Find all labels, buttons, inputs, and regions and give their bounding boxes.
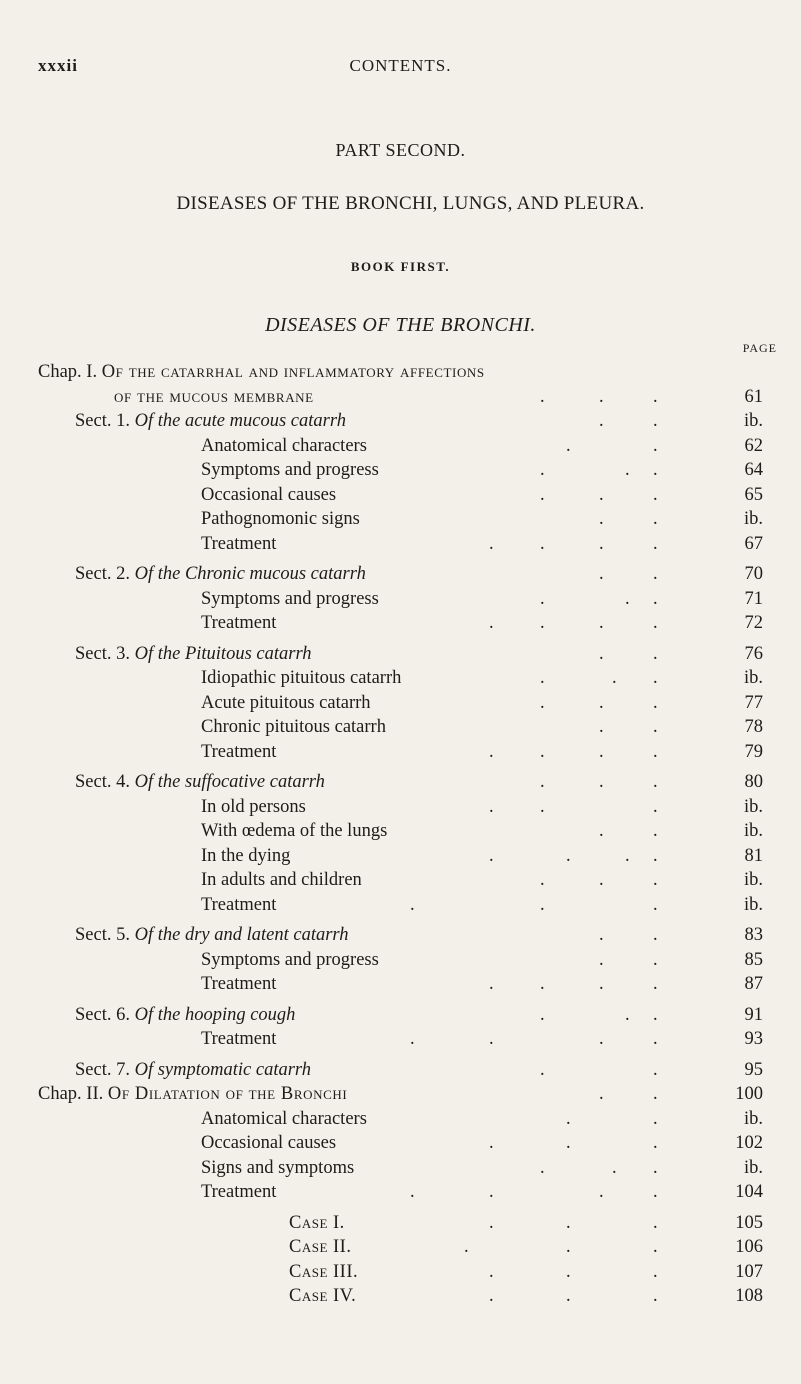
toc-row-sect5: Sect. 5. Of the dry and latent catarrh . . 83 [0, 923, 801, 948]
toc-row: Signs and symptoms . . . ib. [0, 1156, 801, 1181]
sect-title: Of the dry and latent catarrh [134, 925, 349, 945]
toc-row: Anatomical characters . . ib. [0, 1107, 801, 1132]
toc-row-case: Case III. . . . 107 [0, 1260, 801, 1285]
sect-number: Sect. 4. [75, 772, 130, 792]
case-entry: Case I. [289, 1212, 345, 1233]
toc-row-chap1-title [0, 360, 801, 385]
toc-row: Treatment . . . . 79 [0, 740, 801, 765]
toc-page: 62 [744, 435, 763, 456]
toc-row: Treatment . . . . 104 [0, 1180, 801, 1205]
case-entry: Case II. [289, 1237, 352, 1257]
toc-entry: Chronic pituitous catarrh [201, 717, 386, 737]
toc-page: 78 [744, 717, 763, 737]
toc-page: 61 [744, 386, 763, 407]
sect-title: Of the suffocative catarrh [134, 772, 325, 792]
toc-page: ib. [743, 796, 763, 817]
book-title: BOOK FIRST. [350, 259, 451, 274]
sect-title: Of symptomatic catarrh [134, 1059, 312, 1080]
toc-entry: Idiopathic pituitous catarrh [201, 668, 402, 688]
toc-row: Occasional causes . . . 65 [0, 483, 801, 508]
case-entry: Case III. [289, 1261, 359, 1282]
toc-page: 65 [744, 484, 763, 505]
toc-page: 77 [744, 692, 763, 713]
toc-page: 80 [744, 772, 763, 792]
toc-entry: In old persons [201, 796, 306, 817]
case-entry: Case IV. [289, 1286, 357, 1306]
toc-page: 79 [744, 741, 763, 762]
toc-row: Treatment . . . . 93 [0, 1027, 801, 1052]
toc-entry: Treatment [201, 974, 277, 994]
toc-row-sect4: Sect. 4. Of the suffocative catarrh . . . 80 [0, 770, 801, 795]
sect-number: Sect. 3. [75, 643, 130, 664]
toc-row: Pathognomonic signs . . ib. [0, 507, 801, 532]
chap-title: Of the catarrhal and inflammatory affections [101, 362, 485, 382]
chap-title: Of Dilatation of the Bronchi [107, 1084, 348, 1104]
toc-page: 106 [735, 1237, 763, 1257]
toc-entry: Anatomical characters [201, 435, 367, 456]
toc-page: 104 [735, 1182, 763, 1202]
toc-row-sect1: Sect. 1. Of the acute mucous catarrh . . ib. [0, 409, 801, 434]
toc-page: ib. [743, 894, 763, 915]
page-column-label: PAGE [742, 341, 777, 355]
diseases-title: DISEASES OF THE BRONCHI, LUNGS, AND PLEURA. [176, 193, 645, 214]
toc-entry: In adults and children [201, 870, 362, 890]
toc-page: 107 [735, 1261, 763, 1282]
sect-number: Sect. 6. [75, 1004, 130, 1025]
toc-row: Occasional causes . . . 102 [0, 1131, 801, 1156]
toc-entry: Occasional causes [201, 1133, 337, 1153]
toc-entry: Treatment [201, 1182, 277, 1202]
toc-row: Treatment . . . . 72 [0, 611, 801, 636]
toc-page: 71 [744, 588, 763, 609]
toc-page: 64 [744, 460, 763, 480]
toc-entry: Treatment [201, 533, 277, 554]
toc-page: 83 [744, 925, 763, 945]
toc-entry: Acute pituitous catarrh [201, 692, 371, 713]
toc-entry: Treatment [201, 741, 277, 762]
toc-entry: Pathognomonic signs [201, 509, 360, 529]
page-header [38, 56, 763, 82]
toc-page: ib. [743, 870, 763, 890]
part-title: PART SECOND. [335, 140, 466, 160]
toc-page: ib. [743, 1157, 763, 1178]
toc-row: Idiopathic pituitous catarrh . . . ib. [0, 666, 801, 691]
sect-number: Sect. 1. [75, 411, 130, 431]
toc-row-sect6: Sect. 6. Of the hooping cough . . . 91 [0, 1003, 801, 1028]
toc-row-case: Case IV. . . . 108 [0, 1284, 801, 1309]
sect-number: Sect. 7. [75, 1059, 130, 1080]
sect-title: Of the Chronic mucous catarrh [134, 564, 366, 584]
toc-row: Symptoms and progress . . 85 [0, 948, 801, 973]
toc-row-sect3: Sect. 3. Of the Pituitous catarrh . . 76 [0, 642, 801, 667]
toc-page: ib. [743, 668, 763, 688]
toc-row: Symptoms and progress . . . 64 [0, 458, 801, 483]
toc-entry: Treatment [201, 894, 277, 915]
toc-page: 100 [735, 1084, 763, 1104]
toc-page: 87 [744, 974, 763, 994]
table-of-contents [0, 360, 801, 1309]
toc-page: 70 [744, 564, 763, 584]
toc-row: Treatment . . . . 67 [0, 532, 801, 557]
sect-number: Sect. 2. [75, 564, 130, 584]
toc-row: Symptoms and progress . . . 71 [0, 587, 801, 612]
subject-title: DISEASES OF THE BRONCHI. [265, 314, 536, 336]
sect-title: Of the hooping cough [134, 1004, 296, 1025]
toc-page: 102 [735, 1133, 763, 1153]
toc-entry: Symptoms and progress [201, 460, 379, 480]
toc-page: ib. [743, 1108, 763, 1129]
toc-row-chap1-title-cont: of the mucous membrane . . . 61 [0, 385, 801, 410]
toc-row-case: Case I. . . . 105 [0, 1211, 801, 1236]
page-number: xxxii [38, 56, 78, 75]
toc-page: 76 [744, 643, 763, 664]
chap-number: Chap. I. [38, 362, 98, 382]
toc-row-sect7: Sect. 7. Of symptomatic catarrh . . 95 [0, 1058, 801, 1083]
toc-row: With œdema of the lungs . . ib. [0, 819, 801, 844]
sect-number: Sect. 5. [75, 925, 130, 945]
toc-row-chap2-title: Chap. II. Of Dilatation of the Bronchi . . 100 [0, 1082, 801, 1107]
toc-page: ib. [743, 411, 763, 431]
toc-row-sect2: Sect. 2. Of the Chronic mucous catarrh . . 70 [0, 562, 801, 587]
toc-entry: In the dying [201, 845, 291, 866]
sect-title: Of the Pituitous catarrh [134, 643, 312, 664]
toc-entry: Treatment [201, 613, 277, 633]
toc-entry: Treatment [201, 1029, 277, 1049]
toc-row-case: Case II. . . . 106 [0, 1235, 801, 1260]
chap-number: Chap. II. [38, 1084, 104, 1104]
toc-entry: Symptoms and progress [201, 949, 379, 970]
toc-page: 108 [735, 1286, 763, 1306]
toc-entry: With œdema of the lungs [201, 821, 388, 841]
toc-entry: Signs and symptoms [201, 1157, 355, 1178]
toc-page: ib. [743, 821, 763, 841]
toc-row: Treatment . . . ib. [0, 893, 801, 918]
toc-entry: Occasional causes [201, 484, 337, 505]
toc-page: 67 [744, 533, 763, 554]
toc-row: Anatomical characters . . 62 [0, 434, 801, 459]
toc-page: 72 [744, 613, 763, 633]
toc-row: In old persons . . . ib. [0, 795, 801, 820]
toc-page: 85 [744, 949, 763, 970]
running-title: CONTENTS. [349, 56, 452, 75]
toc-row: Acute pituitous catarrh . . . 77 [0, 691, 801, 716]
chap-title-continued: of the mucous membrane [114, 386, 314, 407]
sect-title: Of the acute mucous catarrh [134, 411, 346, 431]
toc-page: 91 [744, 1004, 763, 1025]
toc-page: 105 [735, 1212, 763, 1233]
toc-page: 81 [744, 845, 763, 866]
toc-entry: Symptoms and progress [201, 588, 379, 609]
toc-entry: Anatomical characters [201, 1108, 367, 1129]
toc-row: Treatment . . . . 87 [0, 972, 801, 997]
toc-page: ib. [743, 509, 763, 529]
toc-row: Chronic pituitous catarrh . . 78 [0, 715, 801, 740]
toc-page: 95 [744, 1059, 763, 1080]
toc-row: In adults and children . . . ib. [0, 868, 801, 893]
toc-page: 93 [744, 1029, 763, 1049]
toc-row: In the dying . . . . 81 [0, 844, 801, 869]
